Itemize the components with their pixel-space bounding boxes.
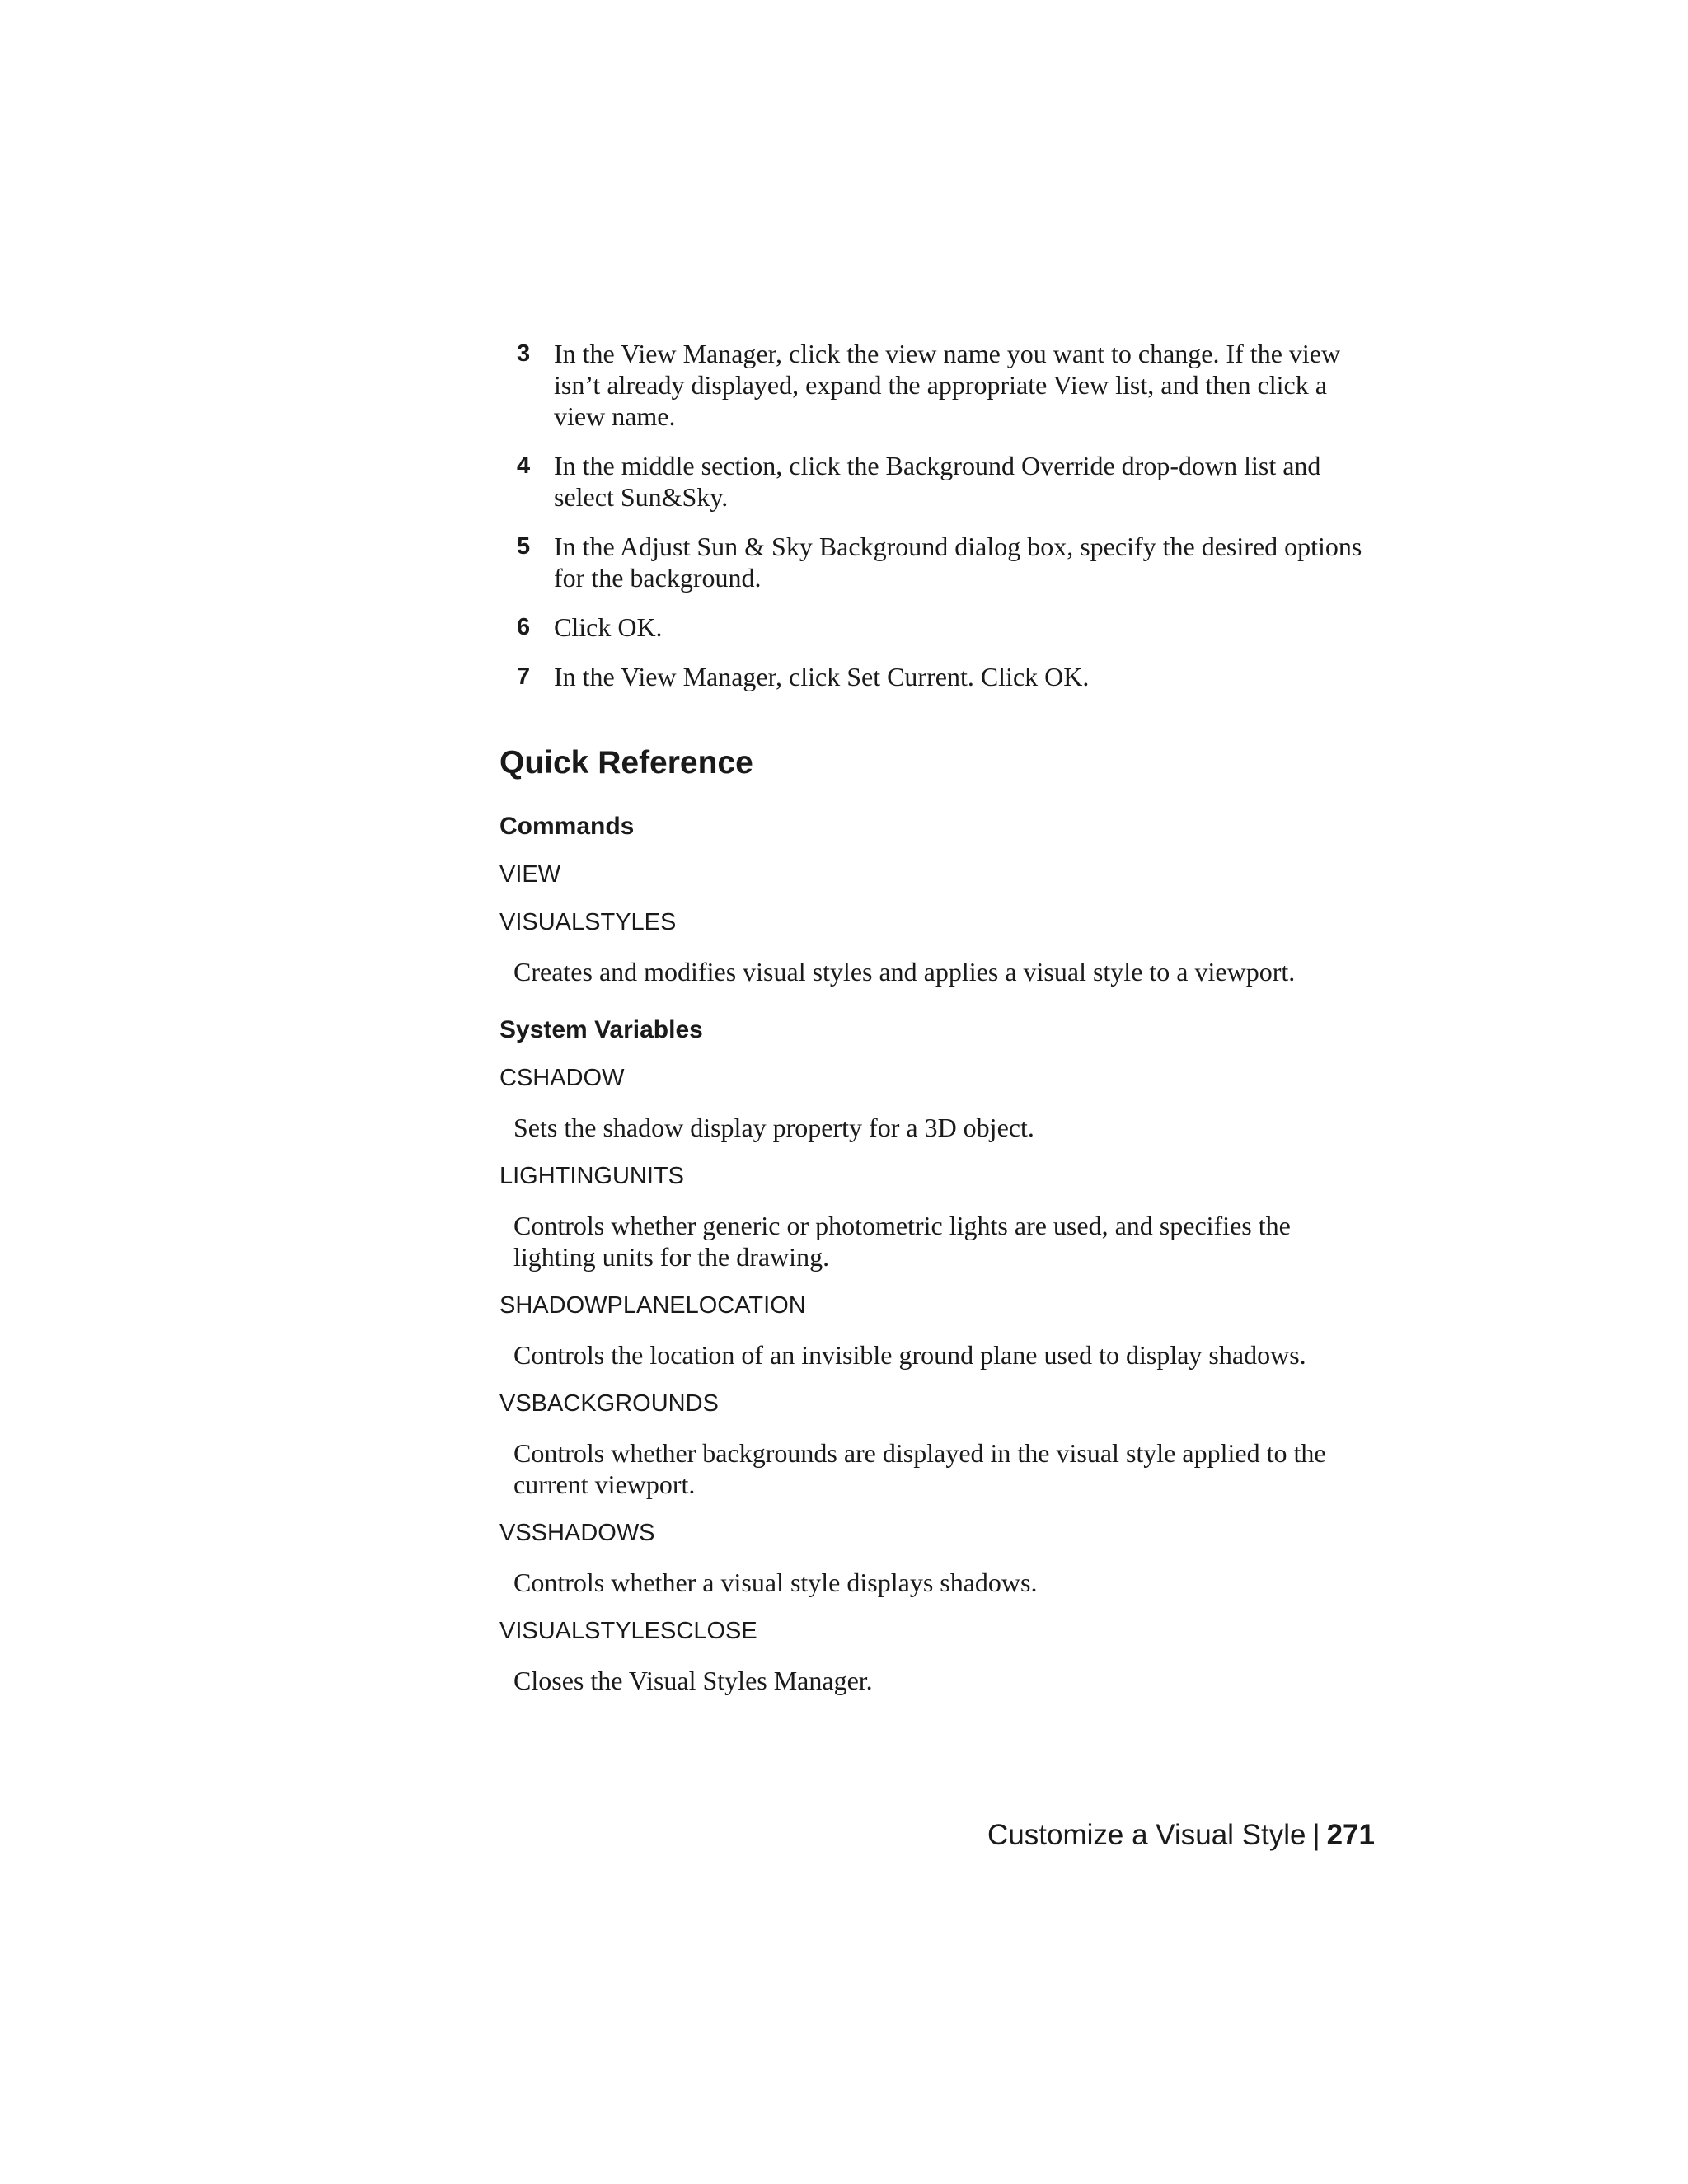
commands-heading: Commands <box>499 813 635 840</box>
sysvar-description: Controls the location of an invisible ground plane used to display shadows. <box>513 1340 1306 1370</box>
sysvar-description: Controls whether generic or photometric lights are used, and specifies the lighting units for the drawing. <box>513 1211 1291 1272</box>
sysvar-term: VSBACKGROUNDS <box>499 1390 719 1417</box>
page-footer <box>987 1818 1375 1853</box>
sysvar-description: Closes the Visual Styles Manager. <box>513 1666 873 1695</box>
step-text: Click OK. <box>554 612 663 642</box>
steps-list <box>499 338 1375 692</box>
sysvar-description: Controls whether a visual style displays shadows. <box>513 1568 1038 1597</box>
step-item <box>499 531 1375 593</box>
sysvar-description: Controls whether backgrounds are displayed in the visual style applied to the current viewport. <box>513 1438 1326 1499</box>
sysvar-term: CSHADOW <box>499 1065 625 1091</box>
sysvar-term: LIGHTINGUNITS <box>499 1163 684 1189</box>
page-number: 271 <box>1326 1819 1375 1851</box>
quick-reference-heading: Quick Reference <box>499 745 753 780</box>
step-text: In the View Manager, click Set Current. Click OK. <box>554 662 1090 691</box>
command-term: VIEW <box>499 861 561 888</box>
step-item <box>499 661 1375 692</box>
sysvar-term: VISUALSTYLESCLOSE <box>499 1618 757 1644</box>
step-text: In the Adjust Sun & Sky Background dialog box, specify the desired options for the background. <box>554 532 1362 593</box>
step-text: In the View Manager, click the view name you want to change. If the view isn’t already displayed, expand the appropriate View list, and then click a view name. <box>554 339 1341 431</box>
step-item <box>499 338 1375 432</box>
step-number: 4 <box>517 452 531 479</box>
step-item <box>499 450 1375 513</box>
page-content <box>499 338 1375 1696</box>
sysvar-term: VSSHADOWS <box>499 1520 655 1546</box>
footer-section-title: Customize a Visual Style <box>987 1819 1306 1851</box>
system-variables-heading: System Variables <box>499 1016 703 1043</box>
step-number: 6 <box>517 614 531 640</box>
command-term: VISUALSTYLES <box>499 909 677 935</box>
step-text: In the middle section, click the Background Override drop-down list and select Sun&Sky. <box>554 451 1321 512</box>
step-item <box>499 612 1375 643</box>
sysvar-description: Sets the shadow display property for a 3D object. <box>513 1113 1034 1142</box>
step-number: 3 <box>517 340 531 367</box>
step-number: 5 <box>517 533 531 560</box>
footer-separator: | <box>1312 1819 1320 1851</box>
command-description: Creates and modifies visual styles and applies a visual style to a viewport. <box>513 957 1296 987</box>
sysvar-term: SHADOWPLANELOCATION <box>499 1292 806 1319</box>
step-number: 7 <box>517 663 531 690</box>
